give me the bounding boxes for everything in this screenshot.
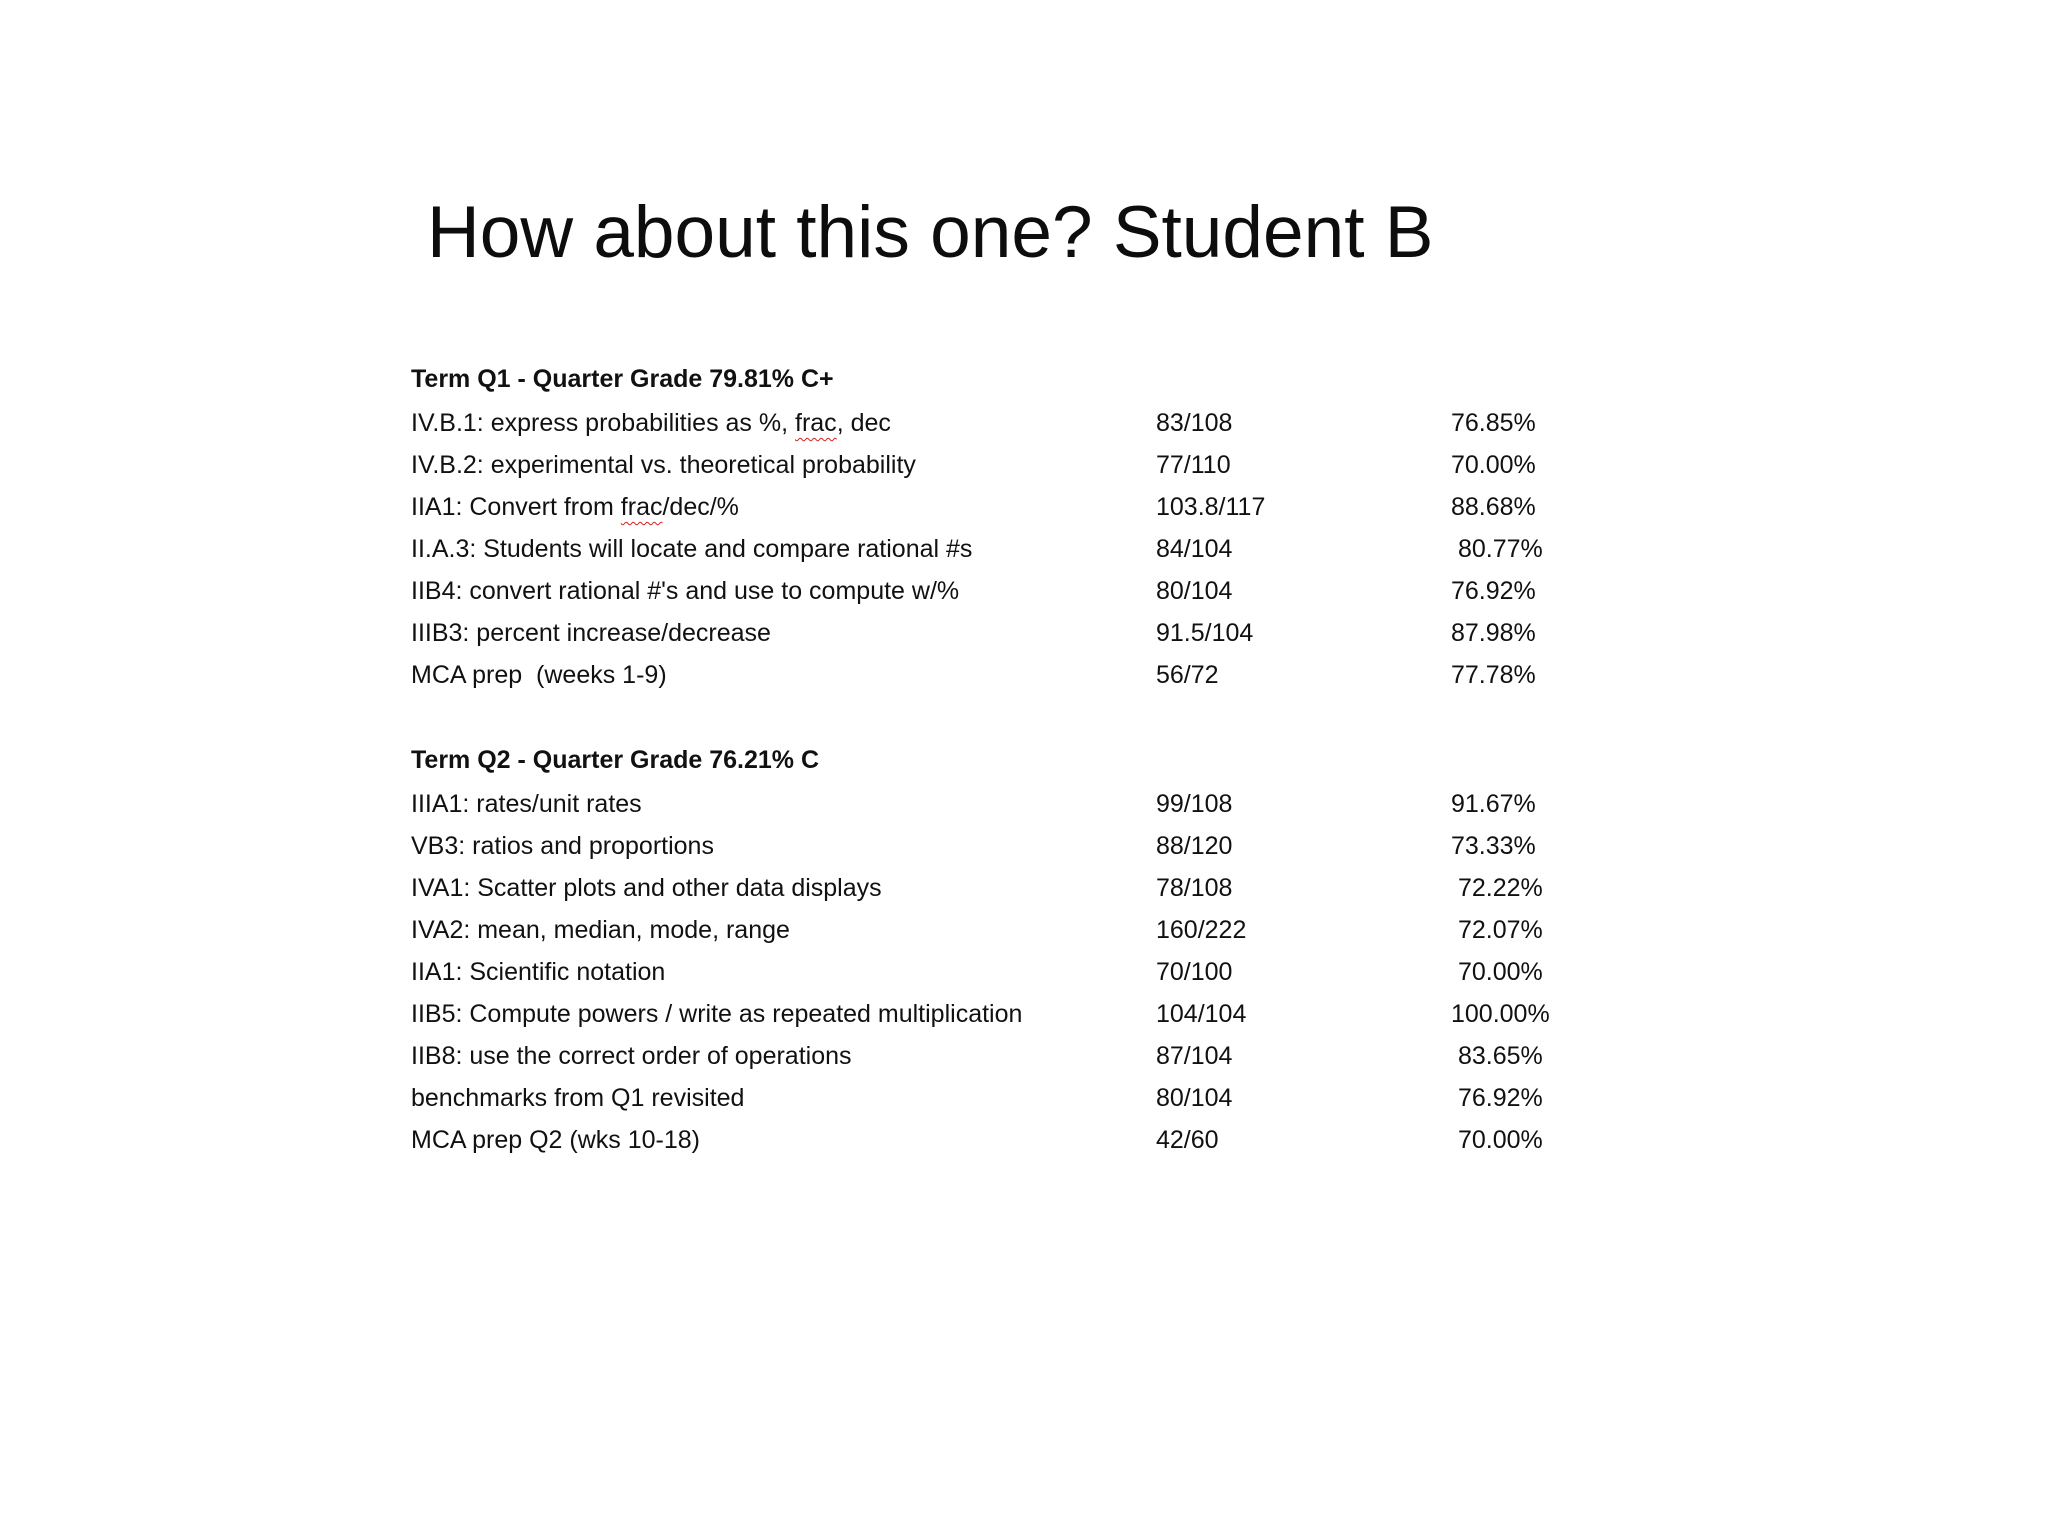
score: 87/104	[1156, 1042, 1233, 1070]
score: 91.5/104	[1156, 619, 1254, 647]
benchmark-label	[411, 402, 891, 444]
score: 83/108	[1156, 409, 1233, 437]
benchmark-label: IIB8: use the correct order of operations	[411, 1042, 852, 1070]
spelling-flagged-word: frac	[620, 493, 663, 521]
grade-row	[411, 951, 1651, 993]
score: 80/104	[1156, 577, 1233, 605]
term-q1-section	[411, 356, 1651, 696]
score: 160/222	[1156, 916, 1247, 944]
benchmark-label: IIIB3: percent increase/decrease	[411, 619, 771, 647]
score: 78/108	[1156, 874, 1233, 902]
grade-row	[411, 486, 1651, 528]
score: 42/60	[1156, 1126, 1219, 1154]
benchmark-text: IV.B.1: express probabilities as %,	[411, 409, 795, 437]
score: 77/110	[1156, 451, 1231, 479]
benchmark-label: IV.B.2: experimental vs. theoretical probability	[411, 451, 916, 479]
grade-row	[411, 612, 1651, 654]
benchmark-text-suffix: /dec/%	[662, 493, 739, 521]
benchmark-label: IIB5: Compute powers / write as repeated multiplication	[411, 1000, 1023, 1028]
score: 80/104	[1156, 1084, 1233, 1112]
grade-row	[411, 867, 1651, 909]
grade-row	[411, 825, 1651, 867]
percent: 72.07%	[1451, 916, 1543, 944]
grade-row	[411, 444, 1651, 486]
score: 99/108	[1156, 790, 1233, 818]
percent: 70.00%	[1451, 451, 1536, 479]
percent: 70.00%	[1451, 958, 1543, 986]
benchmark-text-suffix: , dec	[836, 409, 891, 437]
benchmark-label: IIIA1: rates/unit rates	[411, 790, 642, 818]
percent: 91.67%	[1451, 790, 1536, 818]
benchmark-label: IVA2: mean, median, mode, range	[411, 916, 790, 944]
benchmark-label: IIB4: convert rational #'s and use to compute w/%	[411, 577, 960, 605]
percent: 76.92%	[1451, 1084, 1543, 1112]
score: 84/104	[1156, 535, 1233, 563]
grade-report	[411, 356, 1651, 1161]
benchmark-label: MCA prep (weeks 1-9)	[411, 661, 667, 689]
spelling-flagged-word: frac	[795, 409, 837, 437]
term-q2-heading: Term Q2 - Quarter Grade 76.21% C	[411, 746, 820, 774]
score: 103.8/117	[1156, 493, 1266, 521]
score: 70/100	[1156, 958, 1233, 986]
percent: 77.78%	[1451, 661, 1536, 689]
percent: 87.98%	[1451, 619, 1536, 647]
benchmark-label: II.A.3: Students will locate and compare rational #s	[411, 535, 973, 563]
percent: 80.77%	[1451, 535, 1543, 563]
benchmark-label: IIA1: Scientific notation	[411, 958, 666, 986]
percent: 88.68%	[1451, 493, 1536, 521]
percent: 73.33%	[1451, 832, 1536, 860]
benchmark-label	[411, 486, 739, 528]
score: 88/120	[1156, 832, 1233, 860]
benchmark-label: MCA prep Q2 (wks 10-18)	[411, 1126, 700, 1154]
benchmark-text: IIA1: Convert from	[411, 493, 621, 521]
score: 104/104	[1156, 1000, 1247, 1028]
grade-row	[411, 1077, 1651, 1119]
grade-row	[411, 528, 1651, 570]
grade-row	[411, 993, 1651, 1035]
percent: 72.22%	[1451, 874, 1543, 902]
benchmark-label: benchmarks from Q1 revisited	[411, 1084, 745, 1112]
grade-row	[411, 1035, 1651, 1077]
percent: 100.00%	[1451, 1000, 1550, 1028]
term-q1-heading: Term Q1 - Quarter Grade 79.81% C+	[411, 365, 834, 393]
grade-row	[411, 570, 1651, 612]
slide-title: How about this one? Student B	[427, 192, 1434, 273]
percent: 76.92%	[1451, 577, 1536, 605]
benchmark-label: VB3: ratios and proportions	[411, 832, 714, 860]
percent: 70.00%	[1451, 1126, 1543, 1154]
grade-row	[411, 402, 1651, 444]
score: 56/72	[1156, 661, 1219, 689]
grade-row	[411, 1119, 1651, 1161]
grade-row	[411, 654, 1651, 696]
term-q2-section	[411, 737, 1651, 1161]
percent: 83.65%	[1451, 1042, 1543, 1070]
grade-row	[411, 783, 1651, 825]
grade-row	[411, 909, 1651, 951]
benchmark-label: IVA1: Scatter plots and other data displays	[411, 874, 882, 902]
percent: 76.85%	[1451, 409, 1536, 437]
